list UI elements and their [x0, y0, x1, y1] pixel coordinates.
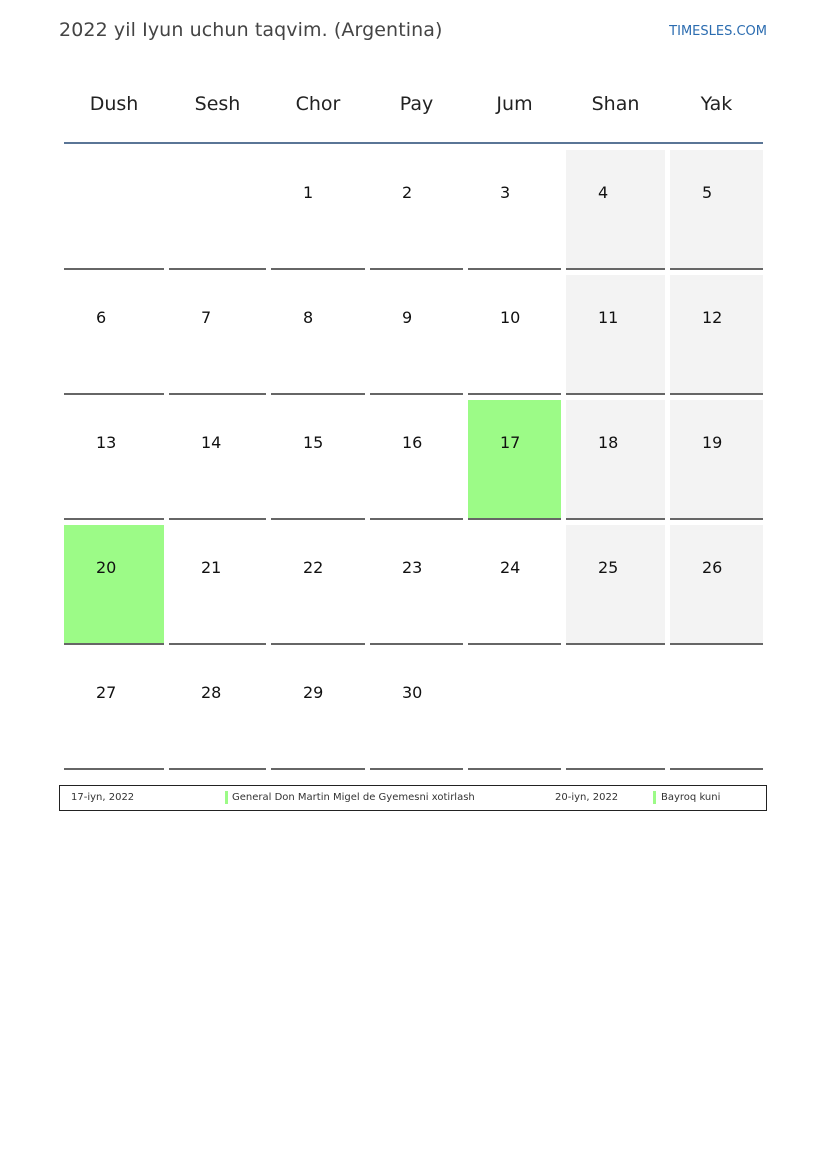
day-number: 24: [500, 558, 521, 577]
calendar-day-cell: [169, 525, 266, 645]
day-number: 17: [500, 433, 521, 452]
legend-holiday-name-1: General Don Martin Migel de Gyemesni xotirlash: [232, 792, 475, 803]
day-number: 15: [303, 433, 324, 452]
day-number: 2: [402, 183, 413, 202]
calendar-day-cell: [670, 525, 763, 645]
day-number: 5: [702, 183, 713, 202]
legend-holiday-name-2: Bayroq kuni: [661, 792, 721, 803]
calendar-day-cell-empty: [169, 150, 266, 270]
day-number: 10: [500, 308, 521, 327]
calendar-day-cell-holiday: [468, 400, 561, 520]
legend-date-2: 20-iyn, 2022: [555, 792, 619, 803]
calendar-day-cell: [370, 400, 463, 520]
day-number: 18: [598, 433, 619, 452]
calendar-day-cell: [566, 525, 665, 645]
calendar-week-row: [64, 150, 763, 275]
calendar-day-cell-empty: [566, 650, 665, 770]
calendar-week-row: [64, 525, 763, 650]
calendar-day-cell: [370, 650, 463, 770]
calendar-day-cell-empty: [468, 650, 561, 770]
calendar-day-cell: [64, 400, 164, 520]
day-number: 21: [201, 558, 222, 577]
day-number: 26: [702, 558, 723, 577]
holiday-legend: [59, 785, 767, 811]
weekday-header-row: [64, 78, 763, 144]
calendar-day-cell: [566, 275, 665, 395]
calendar-day-cell: [670, 275, 763, 395]
calendar-weeks: [64, 150, 763, 775]
day-number: 28: [201, 683, 222, 702]
calendar-week-row: [64, 400, 763, 525]
day-number: 16: [402, 433, 423, 452]
weekday-header-4: Jum: [496, 93, 533, 115]
calendar-grid: [64, 78, 763, 775]
calendar-day-cell: [468, 525, 561, 645]
calendar-day-cell: [271, 150, 365, 270]
legend-date-1: 17-iyn, 2022: [71, 792, 135, 803]
weekday-header-5: Shan: [591, 93, 640, 115]
calendar-day-cell-empty: [64, 150, 164, 270]
calendar-day-cell: [566, 150, 665, 270]
day-number: 29: [303, 683, 324, 702]
calendar-day-cell: [566, 400, 665, 520]
calendar-day-cell: [370, 525, 463, 645]
day-number: 11: [598, 308, 619, 327]
calendar-day-cell: [169, 275, 266, 395]
legend-color-marker-2: [653, 791, 656, 804]
site-link[interactable]: TIMESLES.COM: [669, 24, 767, 39]
weekday-header-6: Yak: [700, 93, 733, 115]
calendar-day-cell-holiday: [64, 525, 164, 645]
day-number: 22: [303, 558, 324, 577]
calendar-day-cell: [271, 275, 365, 395]
calendar-day-cell: [169, 650, 266, 770]
day-number: 23: [402, 558, 423, 577]
day-number: 30: [402, 683, 423, 702]
calendar-day-cell: [670, 150, 763, 270]
calendar-day-cell-empty: [670, 650, 763, 770]
calendar-day-cell: [271, 400, 365, 520]
calendar-day-cell: [468, 150, 561, 270]
day-number: 12: [702, 308, 723, 327]
weekday-header-1: Sesh: [194, 93, 241, 115]
calendar-week-row: [64, 650, 763, 775]
day-number: 19: [702, 433, 723, 452]
day-number: 8: [303, 308, 314, 327]
day-number: 6: [96, 308, 107, 327]
weekday-header-0: Dush: [89, 93, 139, 115]
day-number: 4: [598, 183, 609, 202]
day-number: 14: [201, 433, 222, 452]
day-number: 3: [500, 183, 511, 202]
calendar-day-cell: [370, 275, 463, 395]
calendar-day-cell: [64, 275, 164, 395]
calendar-day-cell: [169, 400, 266, 520]
day-number: 20: [96, 558, 117, 577]
day-number: 13: [96, 433, 117, 452]
day-number: 9: [402, 308, 413, 327]
weekday-header-3: Pay: [399, 93, 434, 115]
page-title: 2022 yil Iyun uchun taqvim. (Argentina): [59, 19, 443, 41]
day-number: 1: [303, 183, 314, 202]
day-number: 27: [96, 683, 117, 702]
day-number: 25: [598, 558, 619, 577]
calendar-day-cell: [468, 275, 561, 395]
legend-color-marker-1: [225, 791, 228, 804]
weekday-header-2: Chor: [295, 93, 341, 115]
day-number: 7: [201, 308, 212, 327]
calendar-day-cell: [670, 400, 763, 520]
calendar-day-cell: [271, 650, 365, 770]
calendar-day-cell: [64, 650, 164, 770]
calendar-day-cell: [370, 150, 463, 270]
calendar-week-row: [64, 275, 763, 400]
calendar-day-cell: [271, 525, 365, 645]
